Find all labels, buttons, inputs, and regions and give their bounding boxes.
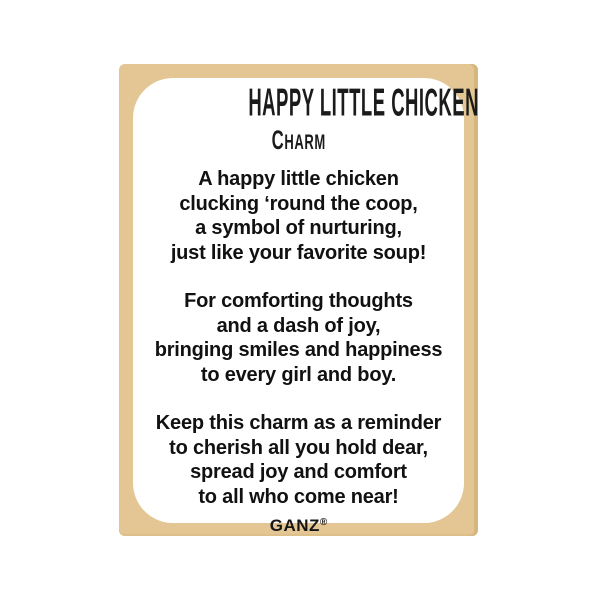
brand-row bbox=[133, 514, 464, 536]
subtitle-rest: HARM bbox=[284, 131, 326, 154]
poem-stanza-1 bbox=[133, 167, 464, 265]
card-title-text: HAPPY LITTLE CHICKEN bbox=[248, 80, 479, 124]
poem-line: and a dash of joy, bbox=[216, 314, 381, 337]
poem-line: to every girl and boy. bbox=[200, 363, 397, 386]
card-subtitle bbox=[133, 125, 464, 157]
poem-line: spread joy and comfort bbox=[190, 461, 407, 483]
registered-trademark-symbol: ® bbox=[319, 517, 328, 528]
poem-line: just like your favorite soup! bbox=[170, 241, 427, 264]
brand-name: GANZ bbox=[269, 516, 320, 535]
poem-line: to cherish all you hold dear, bbox=[169, 436, 428, 459]
poem-line: A happy little chicken bbox=[198, 168, 399, 190]
poem-line: bringing smiles and happiness bbox=[154, 339, 443, 361]
card-title bbox=[133, 80, 479, 128]
poem-stanza-3 bbox=[133, 411, 464, 509]
subtitle-initial: C bbox=[271, 125, 285, 155]
poem-text bbox=[133, 167, 464, 509]
poem-line: For comforting thoughts bbox=[184, 290, 413, 312]
card-subtitle-text bbox=[271, 125, 326, 157]
poem-line: Keep this charm as a reminder bbox=[155, 412, 442, 434]
brand-logo bbox=[270, 516, 328, 535]
poem-stanza-2 bbox=[133, 289, 464, 387]
poem-line: a symbol of nurturing, bbox=[195, 217, 402, 239]
poem-line: to all who come near! bbox=[198, 485, 399, 508]
poem-line: clucking ‘round the coop, bbox=[179, 192, 418, 215]
poem-card bbox=[133, 78, 479, 535]
